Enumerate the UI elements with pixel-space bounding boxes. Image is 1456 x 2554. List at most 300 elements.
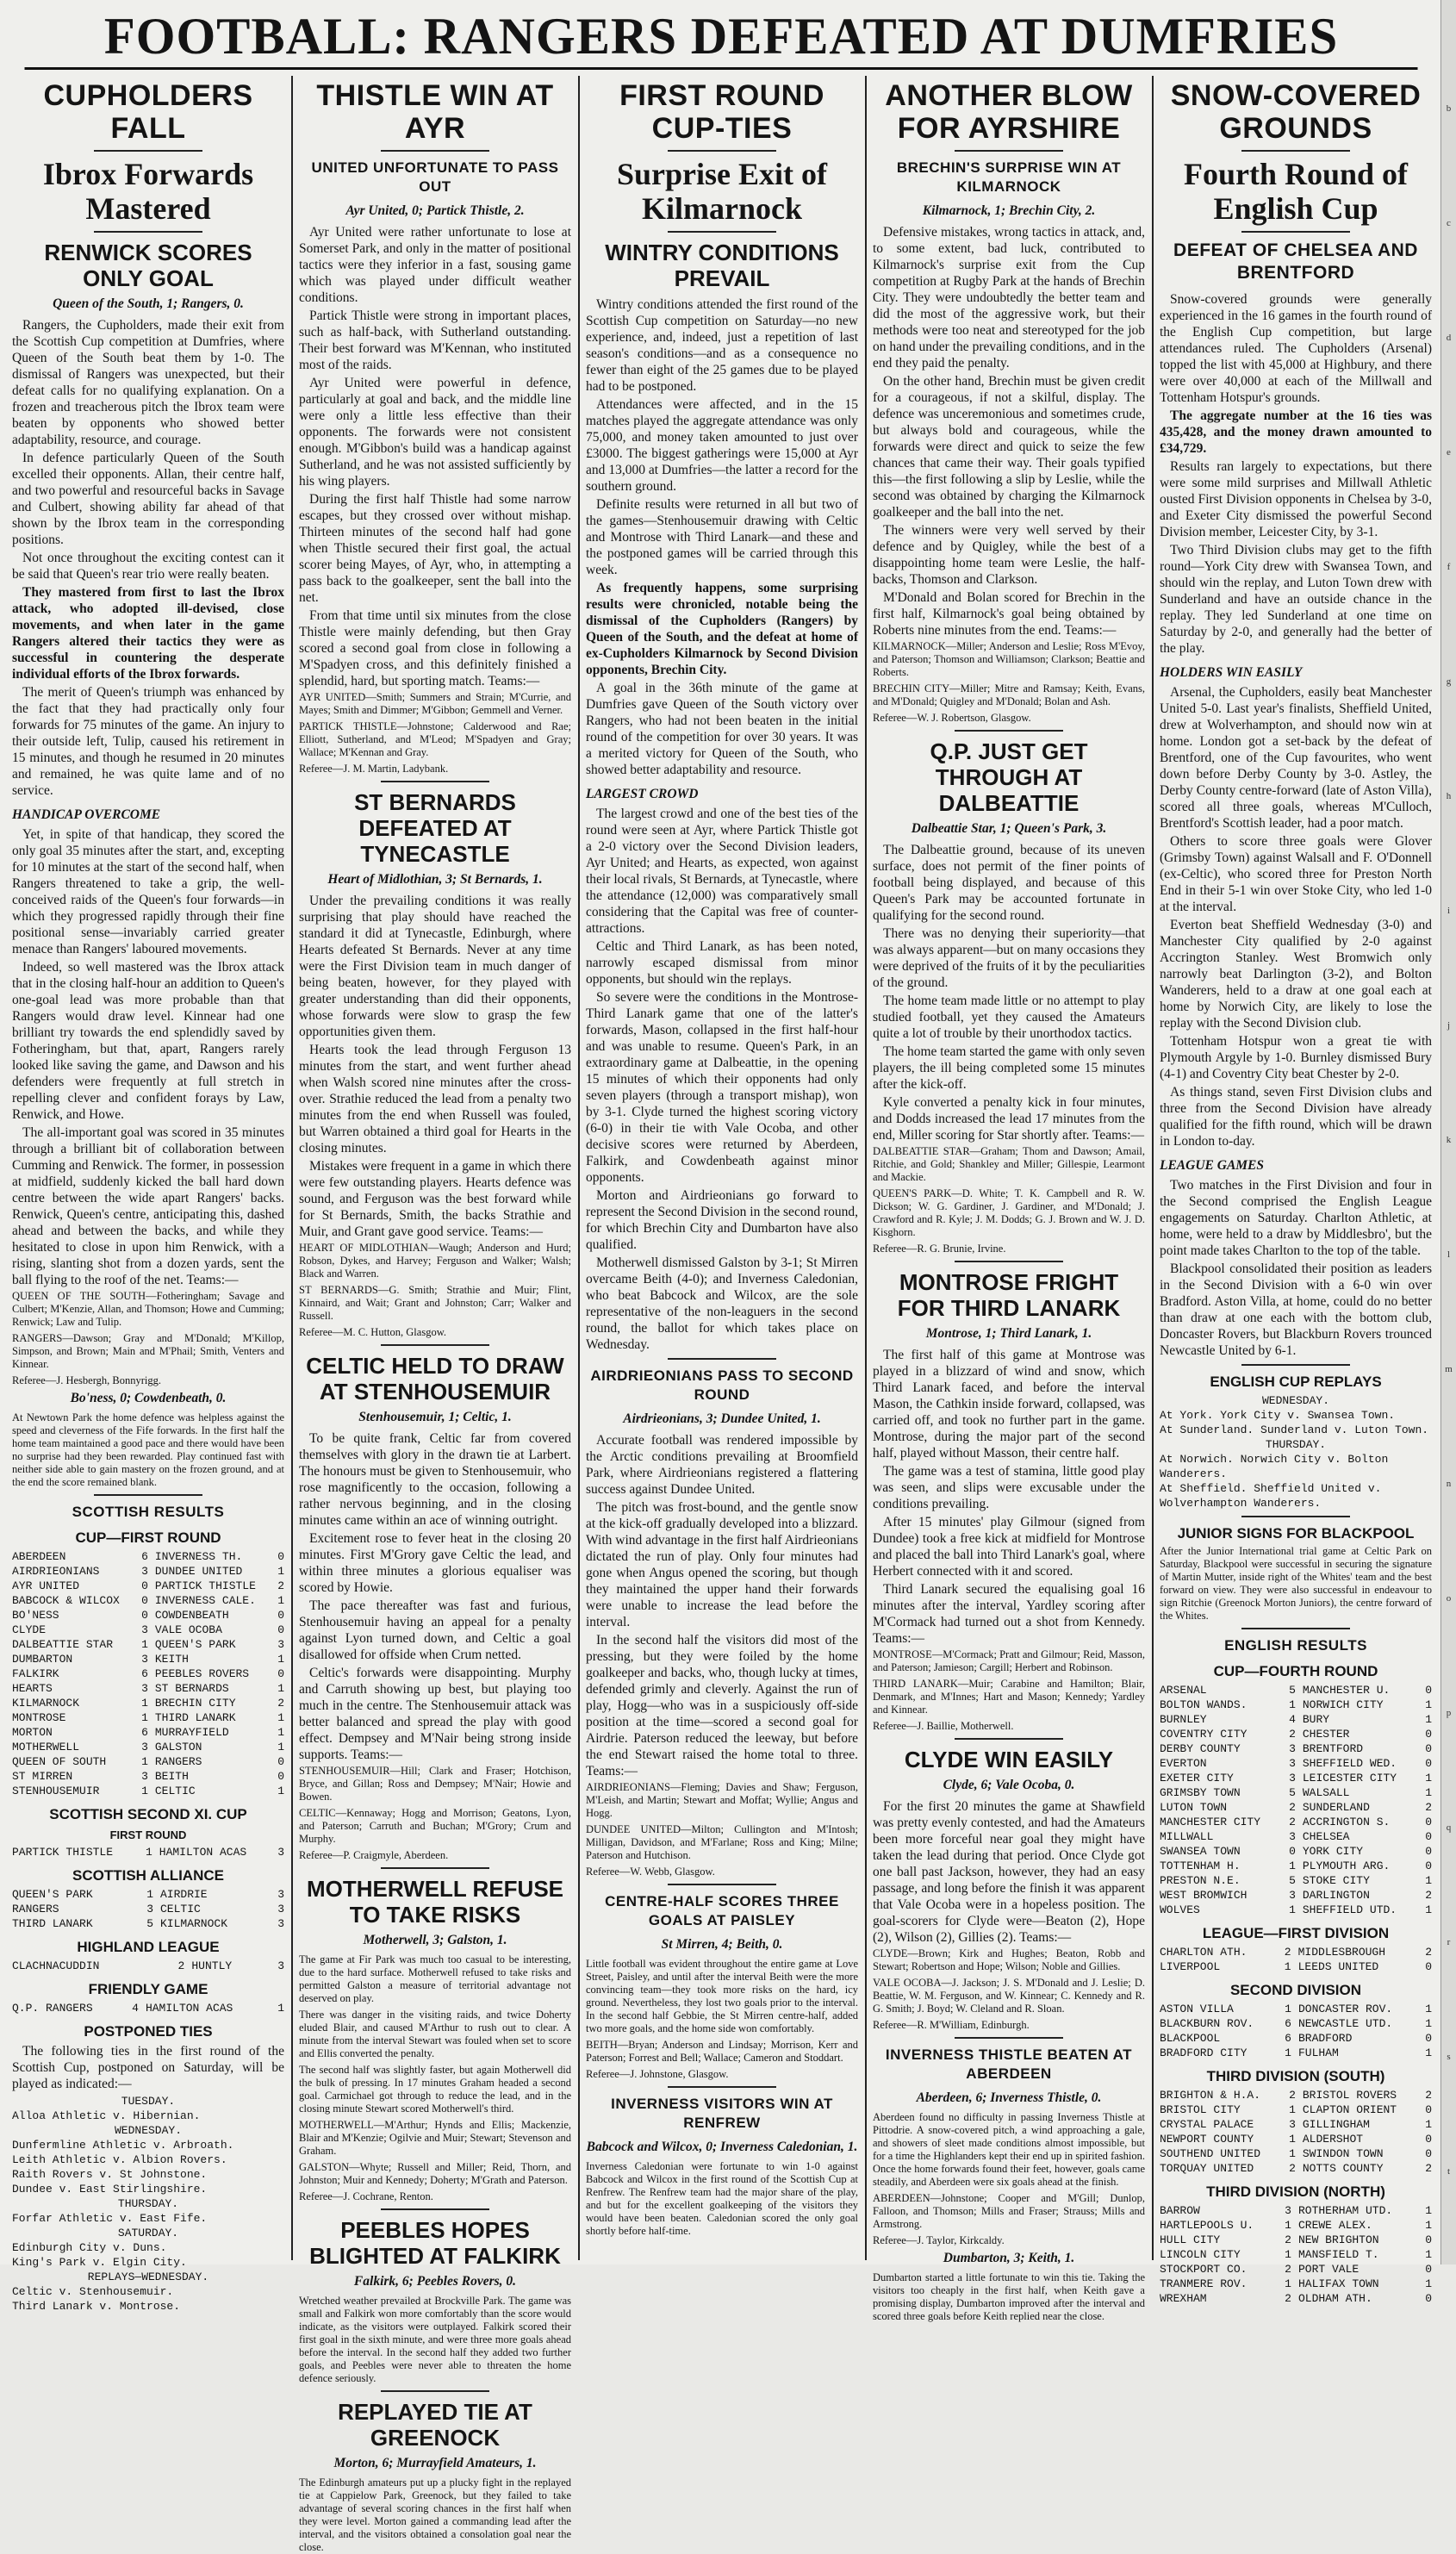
- result-row: [1160, 2291, 1432, 2306]
- result-row: [12, 1754, 284, 1769]
- score-home: 3: [1289, 1830, 1296, 1843]
- team-away: PARTICK THISTLE: [154, 1579, 256, 1592]
- team-home: TOTTENHAM H.: [1160, 1859, 1241, 1872]
- team-home: BABCOCK & WILCOX: [12, 1594, 120, 1607]
- paragraph: To be quite frank, Celtic far from covered themselves with glory in the drawn tie at Larbert. The honours must be given to Stenhousemuir, who rose magnificently to the occasion, following a rather nervous beginning, and in the closing minutes came within an ace of winning outright.: [299, 1431, 571, 1528]
- result-row: [12, 1902, 284, 1916]
- edge-letter: f: [1447, 562, 1451, 572]
- results-table: [1160, 2088, 1432, 2176]
- day-label: SATURDAY.: [117, 2227, 179, 2239]
- result-row: [1160, 1873, 1432, 1888]
- divider: [381, 1344, 489, 1346]
- score-away: 0: [277, 1623, 284, 1636]
- result-row: [1160, 1844, 1432, 1859]
- score-home: 3: [1285, 2204, 1291, 2217]
- fixture: Raith Rovers v. St Johnstone.: [12, 2168, 208, 2181]
- postponed-list: [12, 2094, 284, 2314]
- score-home: 0: [141, 1609, 148, 1622]
- result-row: [1160, 2218, 1432, 2233]
- results-table: [12, 1845, 284, 1859]
- team-away: ROTHERHAM UTD.: [1297, 2204, 1393, 2217]
- team-home: HEARTS: [12, 1682, 53, 1695]
- results-subtitle: FRIENDLY GAME: [88, 1981, 208, 1997]
- results-rows: [12, 1887, 284, 1931]
- fixture: King's Park v. Elgin City.: [12, 2256, 187, 2269]
- score-away: 3: [277, 1903, 284, 1916]
- team-away: DUNDEE UNITED: [154, 1565, 243, 1578]
- score-home: 3: [1289, 1757, 1296, 1770]
- results-subtitle: HIGHLAND LEAGUE: [77, 1939, 220, 1955]
- paragraph: The pace thereafter was fast and furious, Stenhousemuir having an appeal for a penalty against Lyon turned down, and Celtic a goal disallowed for offside when Crum netted.: [299, 1598, 571, 1662]
- score-home: 0: [141, 1594, 148, 1607]
- score-away: 1: [277, 1785, 284, 1797]
- divider: [955, 1738, 1063, 1740]
- paragraph: Indeed, so well mastered was the Ibrox attack that in the closing half-hour an addition to Queen's one-goal lead was more probable than that Rangers would draw level. Kinnear had one brilliant try towards the end splendidly saved by Fotheringham, but that, apart, Rangers rarely looked like saving the game, and Dawson and his defenders were frequently at full stretch in repelling clever and confident forays by Law, Renwick, and Howe.: [12, 960, 284, 1122]
- fixture: Edinburgh City v. Duns.: [12, 2241, 167, 2254]
- team-away: BRENTFORD: [1302, 1742, 1364, 1755]
- teams: CLYDE—Brown; Kirk and Hughes; Beaton, Robb and Stewart; Robertson and Hope; Wilson; Noble and Gillies.: [873, 1947, 1145, 1972]
- article-headline: CLYDE WIN EASILY: [904, 1747, 1114, 1772]
- team-home: TRANMERE ROV.: [1160, 2277, 1248, 2290]
- edge-letter: i: [1447, 906, 1451, 916]
- results-table: [1160, 1945, 1432, 1974]
- score-home: 1: [1289, 1859, 1296, 1872]
- results-subtitle: SCOTTISH SECOND XI. CUP: [49, 1806, 247, 1822]
- result-row: [12, 1652, 284, 1666]
- result-row: [1160, 1888, 1432, 1903]
- team-away: SHEFFIELD UTD.: [1302, 1903, 1397, 1916]
- results-title: SCOTTISH RESULTS: [72, 1504, 225, 1520]
- result-row: [12, 2001, 284, 2015]
- divider: [1241, 1628, 1350, 1629]
- score-away: 1: [1425, 2046, 1432, 2059]
- team-away: INVERNESS CALE.: [154, 1594, 256, 1607]
- paragraph: Aberdeen found no difficulty in passing Inverness Thistle at Pittodrie. A snow-covered pitch, a wind approaching a gale, and showers of sleet made conditions almost impossible, but for a time the Highlanders kept their end up in spirited fashion. Once the home forwards found their feet, however, goals came steadily, and Aberdeen were six goals ahead at the finish.: [873, 2111, 1145, 2188]
- result-row: [1160, 2161, 1432, 2176]
- result-row: [1160, 2247, 1432, 2262]
- team-away: HUNTLY: [191, 1959, 233, 1972]
- edge-letter: t: [1447, 2166, 1451, 2177]
- article-kicker: CUPHOLDERS FALL: [43, 79, 253, 145]
- divider: [955, 2037, 1063, 2039]
- divider: [668, 231, 776, 233]
- score-away: 0: [1425, 2147, 1432, 2160]
- team-away: PORT VALE: [1297, 2263, 1360, 2276]
- result-row: [1160, 1727, 1432, 1741]
- results-subtitle: THIRD DIVISION (NORTH): [1206, 2183, 1385, 2200]
- divider: [1241, 1364, 1350, 1366]
- paragraph: Attendances were affected, and in the 15 matches played the aggregate attendance was only 75,000, and money taken amounted to just over £3000. The biggest gatherings were 15,000 at Ayr and 13,000 at Dumfries—the latter a record for the southern ground.: [586, 397, 858, 494]
- paragraph: Wretched weather prevailed at Brockville Park. The game was small and Falkirk won more comfortably than the score would indicate, as the visitors were outplayed. Falkirk scored their first goal in the sixth minute, and were three more goals ahead before the interval. In the second half they added two further goals, and Peebles were never able to threaten the home defence seriously.: [299, 2295, 571, 2384]
- team-away: NORWICH CITY: [1302, 1698, 1384, 1711]
- referee: Referee—J. Baillie, Motherwell.: [873, 1720, 1014, 1732]
- teams: ABERDEEN—Johnstone; Cooper and M'Gill; Dunlop, Falloon, and Thomson; Mills and Fraser; Strauss; Mills and Armstrong.: [873, 2192, 1145, 2230]
- score-home: 2: [1289, 1816, 1296, 1828]
- score-away: 2: [1425, 2089, 1432, 2102]
- team-away: SHEFFIELD WED.: [1302, 1757, 1397, 1770]
- article-headline: CELTIC HELD TO DRAW AT STENHOUSEMUIR: [306, 1353, 564, 1405]
- team-away: MURRAYFIELD: [154, 1726, 229, 1739]
- team-away: MANCHESTER U.: [1302, 1684, 1391, 1697]
- score-away: 0: [1425, 1960, 1432, 1973]
- paragraph: Under the prevailing conditions it was really surprising that play should have reached the standard it did at Tynecastle, Edinburgh, where Hearts defeated St Bernards. Never at any time were the First Division team in much danger of being beaten, however, for they played with greater understanding than did their opponents, whose forwards were slow to grasp the few opportunities given them.: [299, 894, 571, 1039]
- team-away: ACCRINGTON S.: [1302, 1816, 1391, 1828]
- fixture: Celtic v. Stenhousemuir.: [12, 2285, 174, 2298]
- teams: QUEEN OF THE SOUTH—Fotheringham; Savage and Culbert; M'Kenzie, Allan, and Thomson; Howe and Cumming; Renwick; Law and Tulip.: [12, 1290, 284, 1328]
- team-away: NEW BRIGHTON: [1297, 2233, 1379, 2246]
- dateline: Bo'ness, 0; Cowdenbeath, 0.: [70, 1391, 227, 1405]
- article-kicker: SNOW-COVERED GROUNDS: [1170, 79, 1422, 145]
- paragraph: The Edinburgh amateurs put up a plucky fight in the replayed tie at Cappielow Park, Greenock, but they failed to take advantage of several scoring chances in the first half when they were level. Morton gained a commanding lead after the interval, and the visitors obtained a consolation goal near the close.: [299, 2476, 571, 2553]
- results-title: ENGLISH CUP REPLAYS: [1210, 1374, 1382, 1390]
- divider: [381, 2208, 489, 2210]
- paragraph: Ayr United were rather unfortunate to lose at Somerset Park, and only in the matter of positional tactics were they inferior in a fast, sousing game which was played under difficult weather conditions.: [299, 225, 571, 305]
- score-home: 2: [1289, 1801, 1296, 1814]
- fixture: At Sheffield. Sheffield United v. Wolverhampton Wanderers.: [1160, 1482, 1382, 1510]
- paragraph: After 15 minutes' play Gilmour (signed from Dundee) took a free kick at midfield for Montrose and placed the ball into Third Lanark's goal, where Herbert connected with it and scored.: [873, 1515, 1145, 1579]
- result-row: [1160, 1800, 1432, 1815]
- score-away: 0: [1425, 1757, 1432, 1770]
- team-away: YORK CITY: [1302, 1845, 1364, 1858]
- results-subtitle: LEAGUE—FIRST DIVISION: [1202, 1925, 1390, 1941]
- fixture: Dundee v. East Stirlingshire.: [12, 2183, 208, 2196]
- team-home: EVERTON: [1160, 1757, 1207, 1770]
- paragraph: During the first half Thistle had some narrow escapes, but they crossed over without mishap. Thirteen minutes of the second half had gone when Thistle secured their first goal, the actual scorer being Mayes, of Ayr, who, in attempting a pass back to the goalkeeper, sent the ball into the net.: [299, 492, 571, 605]
- team-away: DONCASTER ROV.: [1297, 2003, 1393, 2015]
- score-away: 1: [1425, 2248, 1432, 2261]
- edge-letter: q: [1446, 1822, 1452, 1833]
- paragraph: Excitement rose to fever heat in the closing 20 minutes. First M'Grory gave Celtic the lead, and within three minutes a glorious equaliser was scored by Howie.: [299, 1531, 571, 1595]
- fixture: Dunfermline Athletic v. Arbroath.: [12, 2139, 234, 2152]
- article-headline: INVERNESS VISITORS WIN AT RENFREW: [611, 2096, 833, 2131]
- paragraph: Accurate football was rendered impossible by the Arctic conditions prevailing at Broomfield Park, where Airdrieonians registered a flattering success against Dundee United.: [586, 1433, 858, 1497]
- result-row: [1160, 2031, 1432, 2046]
- paragraph: Inverness Caledonian were fortunate to win 1-0 against Babcock and Wilcox in the first round of the Scottish Cup at Renfrew. The Renfrew team had the major share of the play, and but for the excellent goalkeeping of the visitors they would have been beaten. Caledonian scored the only goal shortly before half-time.: [586, 2160, 858, 2237]
- divider: [94, 1494, 202, 1496]
- dateline: Motherwell, 3; Galston, 1.: [363, 1933, 507, 1947]
- referee: Referee—M. C. Hutton, Glasgow.: [299, 1326, 447, 1338]
- team-away: NEWCASTLE UTD.: [1297, 2017, 1393, 2030]
- results-subtitle: FIRST ROUND: [109, 1828, 187, 1841]
- score-away: 1: [277, 1711, 284, 1724]
- team-away: SWINDON TOWN: [1302, 2147, 1384, 2160]
- score-home: 3: [1289, 1742, 1296, 1755]
- day-label: THURSDAY.: [1265, 1438, 1327, 1451]
- paragraph: At Newtown Park the home defence was helpless against the speed and cleverness of the Fife forwards. In the first half the home team maintained a good pace and there would have been no surprise had they been rewarded. Play continued fast with neither side able to gain mastery on the frozen ground, and at the end the score remained blank.: [12, 1411, 284, 1488]
- team-home: ST MIRREN: [12, 1770, 73, 1783]
- day-label: WEDNESDAY.: [1261, 1394, 1329, 1407]
- paragraph: Motherwell dismissed Galston by 3-1; St Mirren overcame Beith (4-0); and Inverness Caledonian, who beat Babcock and Wilcox, are the sole representative of the non-leaguers in the second round, the ballot for which takes place on Wednesday.: [586, 1255, 858, 1352]
- score-away: 2: [1425, 1801, 1432, 1814]
- score-home: 0: [141, 1579, 148, 1592]
- team-home: MOTHERWELL: [12, 1741, 80, 1754]
- score-away: 1: [1425, 2017, 1432, 2030]
- score-away: 0: [277, 1755, 284, 1768]
- paragraph: As frequently happens, some surprising results were chronicled, notable being the dismissal of the Cupholders (Rangers) by Queen of the South, and the defeat at home of ex-Cupholders Kilmarnock by Second Division opponents, Brechin City.: [586, 581, 858, 677]
- team-home: LIVERPOOL: [1160, 1960, 1221, 1973]
- results-rows: [12, 1549, 284, 1798]
- score-home: 5: [1289, 1786, 1296, 1799]
- paragraph: As things stand, seven First Division clubs and three from the Second Division have already qualified for the fifth round, which will be drawn in London to-day.: [1160, 1085, 1432, 1149]
- team-home: BURNLEY: [1160, 1713, 1207, 1726]
- team-home: CLACHNACUDDIN: [12, 1959, 100, 1972]
- result-row: [12, 1740, 284, 1754]
- article-headline: REPLAYED TIE AT GREENOCK: [338, 2399, 532, 2451]
- fixture: At York. York City v. Swansea Town.: [1160, 1409, 1396, 1422]
- divider: [955, 730, 1063, 732]
- score-away: 1: [1425, 1786, 1432, 1799]
- paragraph: The game at Fir Park was much too casual to be interesting, due to the hard surface. Motherwell refused to take risks and permitted Galston a measure of territorial advantage not deserved on play.: [299, 1953, 571, 2004]
- results-table: [1160, 2002, 1432, 2060]
- teams: RANGERS—Dawson; Gray and M'Donald; M'Killop, Simpson, and Brown; Main and M'Phail; Smith, Venters and Kinnear.: [12, 1332, 284, 1370]
- article-headline: ST BERNARDS DEFEATED AT TYNECASTLE: [354, 789, 516, 867]
- score-home: 6: [141, 1726, 148, 1739]
- column-3: [581, 76, 863, 2260]
- paragraph: The home team started the game with only seven players, the ill being completed some 15 minutes after the kick-off.: [873, 1044, 1145, 1092]
- result-row: [12, 1549, 284, 1564]
- team-home: HARTLEPOOLS U.: [1160, 2219, 1254, 2232]
- edge-letter: m: [1445, 1364, 1453, 1374]
- team-away: QUEEN'S PARK: [154, 1638, 236, 1651]
- team-away: BURY: [1302, 1713, 1330, 1726]
- result-row: [12, 1696, 284, 1710]
- article-headline: MONTROSE FRIGHT FOR THIRD LANARK: [897, 1269, 1121, 1321]
- score-home: 2: [1285, 2263, 1291, 2276]
- result-row: [1160, 1712, 1432, 1727]
- score-home: 5: [146, 1917, 153, 1930]
- team-away: GALSTON: [154, 1741, 202, 1754]
- team-away: OLDHAM ATH.: [1297, 2292, 1372, 2305]
- team-away: BEITH: [154, 1770, 189, 1783]
- team-home: STENHOUSEMUIR: [12, 1785, 100, 1797]
- score-home: 1: [1285, 2003, 1291, 2015]
- teams: THIRD LANARK—Muir; Carabine and Hamilton; Blair, Denmark, and M'Innes; Hart and Mason; Kennedy; Yardley and Kinnear.: [873, 1678, 1145, 1716]
- score-home: 1: [1289, 1903, 1296, 1916]
- score-home: 1: [1289, 2133, 1296, 2146]
- paragraph: The all-important goal was scored in 35 minutes through a brilliant bit of collaboration between Cumming and Renwick. The former, in possession at midfield, suddenly kicked the ball hard down centre between the wide apart Rangers' backs. Renwick, Queen's centre, anticipating this, dashed ahead and between the backs, and while they hesitated to close in upon him Renwick, with a rising, slanting shot from a dozen yards, sent the ball flying to the roof of the net. Teams:—: [12, 1125, 284, 1287]
- score-away: 1: [277, 1653, 284, 1666]
- result-row: [1160, 1697, 1432, 1712]
- team-home: STOCKPORT CO.: [1160, 2263, 1248, 2276]
- team-home: NEWPORT COUNTY: [1160, 2133, 1254, 2146]
- article-subhead: WINTRY CONDITIONS PREVAIL: [605, 240, 839, 291]
- columns: [7, 76, 1437, 2553]
- score-home: 3: [1289, 1772, 1296, 1785]
- team-home: QUEEN'S PARK: [12, 1888, 93, 1901]
- score-away: 1: [1425, 1903, 1432, 1916]
- score-away: 0: [277, 1609, 284, 1622]
- results-table: [12, 1549, 284, 1798]
- teams: STENHOUSEMUIR—Hill; Clark and Fraser; Hotchison, Bryce, and Gillan; Ross and Dempsey; M'Nair; Howie and Bowen.: [299, 1765, 571, 1803]
- result-row: [1160, 1785, 1432, 1800]
- edge-letter: e: [1447, 447, 1451, 458]
- edge-letter: d: [1446, 333, 1452, 343]
- team-home: COVENTRY CITY: [1160, 1728, 1248, 1741]
- section-lede: HANDICAP OVERCOME: [12, 807, 161, 822]
- result-row: [1160, 1683, 1432, 1697]
- score-away: 1: [1425, 1713, 1432, 1726]
- team-home: BLACKBURN ROV.: [1160, 2017, 1254, 2030]
- teams: DALBEATTIE STAR—Graham; Thom and Dawson; Amail, Ritchie, and Gold; Shankley and Miller; Gillespie, Learmont and Mackie.: [873, 1145, 1145, 1183]
- team-away: LEICESTER CITY: [1302, 1772, 1397, 1785]
- result-row: [12, 1845, 284, 1859]
- result-row: [1160, 2046, 1432, 2060]
- paragraph: Yet, in spite of that handicap, they scored the only goal 35 minutes after the start, and, excepting for 10 minutes at the start of the second half, when Rangers threatened to take a grip, the well-conceived raids of the Queen's four forwards—in which they progressed rapidly through their fine positional sense—invariably carried greater menace than Rangers' laboured movements.: [12, 827, 284, 956]
- team-home: PRESTON N.E.: [1160, 1874, 1241, 1887]
- fixture: Forfar Athletic v. East Fife.: [12, 2212, 208, 2225]
- teams: MOTHERWELL—M'Arthur; Hynds and Ellis; Mackenzie, Blair and M'Kenzie; Ogilvie and Muir; Stewart; Stevenson and Graham.: [299, 2119, 571, 2157]
- day-label: REPLAYS—WEDNESDAY.: [87, 2271, 209, 2283]
- result-row: [12, 1637, 284, 1652]
- article-kicker: THISTLE WIN AT AYR: [316, 79, 554, 145]
- referee: Referee—J. M. Martin, Ladybank.: [299, 763, 449, 775]
- article-headline: Q.P. JUST GET THROUGH AT DALBEATTIE: [930, 738, 1088, 816]
- paragraph: There was no denying their superiority—that was always apparent—but on many occasions they were deprived of the fruits of it by the peculiarities of the ground.: [873, 926, 1145, 990]
- fixture: At Norwich. Norwich City v. Bolton Wanderers.: [1160, 1453, 1389, 1480]
- team-home: AYR UNITED: [12, 1579, 80, 1592]
- team-home: BO'NESS: [12, 1609, 59, 1622]
- score-away: 0: [1425, 1728, 1432, 1741]
- score-away: 1: [277, 1682, 284, 1695]
- score-home: 1: [1285, 2277, 1291, 2290]
- teams: ST BERNARDS—G. Smith; Strathie and Muir; Flint, Kinnaird, and Wait; Grant and Johnston; Carr; Walker and Russell.: [299, 1284, 571, 1322]
- divider: [1241, 1516, 1350, 1517]
- team-home: ASTON VILLA: [1160, 2003, 1234, 2015]
- team-away: KEITH: [154, 1653, 189, 1666]
- results-subtitle: SCOTTISH ALLIANCE: [72, 1867, 224, 1884]
- team-home: PARTICK THISTLE: [12, 1846, 114, 1859]
- result-row: [1160, 1771, 1432, 1785]
- paragraph: Not once throughout the exciting contest can it be said that Queen's rear trio were really beaten.: [12, 551, 284, 582]
- team-home: Q.P. RANGERS: [12, 2002, 93, 2015]
- article-subhead: RENWICK SCORES ONLY GOAL: [44, 240, 252, 291]
- team-home: CLYDE: [12, 1623, 47, 1636]
- referee: Referee—W. Webb, Glasgow.: [586, 1866, 715, 1878]
- score-away: 1: [1425, 1772, 1432, 1785]
- teams: VALE OCOBA—J. Jackson; J. S. M'Donald and J. Leslie; D. Beattie, W. M. Ferguson, and W. Kinnear; C. Kennedy and R. G. Smith; J. Boyd; W. Cleland and R. Sloan.: [873, 1977, 1145, 2015]
- teams: AYR UNITED—Smith; Summers and Strain; M'Currie, and Mayes; Smith and Dimmer; M'Gibbon; Gemmell and Verner.: [299, 691, 571, 716]
- score-home: 6: [141, 1550, 148, 1563]
- score-home: 5: [1289, 1684, 1296, 1697]
- score-away: 0: [277, 1667, 284, 1680]
- results-table: [1160, 1683, 1432, 1917]
- score-home: 1: [141, 1785, 148, 1797]
- column-5: [1154, 76, 1437, 2305]
- section-lede: HOLDERS WIN EASILY: [1160, 665, 1303, 680]
- score-home: 3: [141, 1653, 148, 1666]
- team-home: BOLTON WANDS.: [1160, 1698, 1248, 1711]
- column-4: [868, 76, 1150, 2322]
- result-row: [1160, 1945, 1432, 1959]
- divider: [1241, 150, 1350, 152]
- day-label: TUESDAY.: [121, 2095, 176, 2108]
- team-home: MONTROSE: [12, 1711, 66, 1724]
- paragraph: Two Third Division clubs may get to the fifth round—York City drew with Swansea Town, and should win the replay, and Luton Town drew with Sunderland and have an outside chance in the replay. They led Sunderland at one time on Saturday by 2-0, and generally had the better of the play.: [1160, 543, 1432, 656]
- team-home: ABERDEEN: [12, 1550, 66, 1563]
- team-away: MANSFIELD T.: [1297, 2248, 1379, 2261]
- score-away: 0: [1425, 2292, 1432, 2305]
- score-home: 1: [1285, 2046, 1291, 2059]
- team-away: LEEDS UNITED: [1297, 1960, 1379, 1973]
- team-away: THIRD LANARK: [154, 1711, 236, 1724]
- results-table: [12, 1887, 284, 1931]
- team-away: CELTIC: [154, 1785, 196, 1797]
- teams: MONTROSE—M'Cormack; Pratt and Gilmour; Reid, Masson, and Paterson; Jamieson; Cargill; Herbert and Robinson.: [873, 1648, 1145, 1673]
- paragraph: Definite results were returned in all but two of the games—Stenhousemuir drawing with Celtic and Montrose with Third Lanark—and these and the postponed games will be carried through this week.: [586, 497, 858, 577]
- results-table: [12, 1959, 284, 1973]
- result-row: [12, 1784, 284, 1798]
- paragraph: Little football was evident throughout the entire game at Love Street, Paisley, and until after the interval Beith were the more convincing team—they took more risks on the hard, icy ground. Nevertheless, they lost two goals prior to the interval. In the second half Gebbie, the St Mirren centre-half, added two more goals, and the home side won comfortably.: [586, 1958, 858, 2034]
- paragraph: Dumbarton started a little fortunate to win this tie. Taking the visitors too cheaply in the first half, when Keith gave a promising display, Dumbarton improved after the interval and scored three goals before Keith replied near the close.: [873, 2271, 1145, 2322]
- score-home: 2: [1289, 2162, 1296, 2175]
- dateline: Queen of the South, 1; Rangers, 0.: [53, 296, 244, 311]
- article-headline: MOTHERWELL REFUSE TO TAKE RISKS: [306, 1876, 564, 1928]
- result-row: [12, 1564, 284, 1579]
- team-home: WREXHAM: [1160, 2292, 1207, 2305]
- divider: [381, 781, 489, 782]
- team-away: NOTTS COUNTY: [1302, 2162, 1384, 2175]
- score-home: 3: [146, 1903, 153, 1916]
- divider: [381, 2390, 489, 2392]
- dateline: Clyde, 6; Vale Ocoba, 0.: [943, 1778, 1075, 1792]
- score-away: 3: [277, 1638, 284, 1651]
- score-home: 6: [141, 1667, 148, 1680]
- result-row: [1160, 1756, 1432, 1771]
- team-home: SWANSEA TOWN: [1160, 1845, 1241, 1858]
- edge-letter: s: [1447, 2052, 1451, 2062]
- team-home: EXETER CITY: [1160, 1772, 1234, 1785]
- score-away: 3: [277, 1846, 284, 1859]
- results-subtitle: SECOND DIVISION: [1229, 1982, 1362, 1998]
- score-home: 3: [141, 1741, 148, 1754]
- paragraph: The following ties in the first round of the Scottish Cup, postponed on Saturday, will be played as indicated:—: [12, 2044, 284, 2091]
- paragraph: Others to score three goals were Glover (Grimsby Town) against Walsall and F. O'Donnell (ex-Celtic), who scored three for Preston North End in their 5-1 win over Stoke City, who led 1-0 at the interval.: [1160, 834, 1432, 914]
- divider: [668, 1884, 776, 1885]
- paragraph: Ayr United were powerful in defence, particularly at goal and back, and the middle line were only a little less effective than their opponents. The forwards were not consistent enough. M'Gibbon's build was a handicap against Sutherland, and he was not assisted sufficiently by his wing players.: [299, 376, 571, 489]
- paragraph: The game was a test of stamina, little good play was seen, and slips were excusable under the conditions prevailing.: [873, 1464, 1145, 1511]
- replays-list: [1160, 1393, 1432, 1511]
- edge-letter: h: [1446, 791, 1452, 801]
- score-home: 3: [1289, 1889, 1296, 1902]
- team-away: RANGERS: [154, 1755, 202, 1768]
- results-subtitle: CUP—FIRST ROUND: [75, 1529, 221, 1546]
- team-home: CHARLTON ATH.: [1160, 1946, 1248, 1959]
- results-table: [12, 2001, 284, 2015]
- referee: Referee—J. Johnstone, Glasgow.: [586, 2068, 729, 2080]
- result-row: [1160, 1903, 1432, 1917]
- article-headline: INVERNESS THISTLE BEATEN AT ABERDEEN: [885, 2046, 1133, 2082]
- team-away: CLAPTON ORIENT: [1302, 2103, 1397, 2116]
- score-home: 3: [1289, 2118, 1296, 2131]
- score-away: 1: [1425, 2204, 1432, 2217]
- score-away: 1: [277, 1741, 284, 1754]
- edge-letter: k: [1446, 1135, 1452, 1145]
- score-away: 1: [1425, 1874, 1432, 1887]
- team-away: BRADFORD: [1297, 2032, 1353, 2045]
- score-away: 1: [1425, 2277, 1432, 2290]
- paragraph: After the Junior International trial game at Celtic Park on Saturday, Blackpool were successful in securing the signature of Martin Mutter, inside right of the Whites' team and the best forward on view. They were also successful in endeavour to sign Ritchie (Greenock Morton Juniors), the centre forward of the Whites.: [1160, 1545, 1432, 1622]
- dateline: Montrose, 1; Third Lanark, 1.: [925, 1326, 1092, 1341]
- team-away: WALSALL: [1302, 1786, 1350, 1799]
- score-home: 1: [1289, 2147, 1296, 2160]
- team-home: KILMARNOCK: [12, 1697, 80, 1710]
- dateline: Heart of Midlothian, 3; St Bernards, 1.: [327, 872, 543, 887]
- divider: [668, 150, 776, 152]
- column-rule: [291, 76, 293, 2260]
- results-table: [1160, 2203, 1432, 2306]
- score-home: 1: [141, 1711, 148, 1724]
- team-home: ARSENAL: [1160, 1684, 1207, 1697]
